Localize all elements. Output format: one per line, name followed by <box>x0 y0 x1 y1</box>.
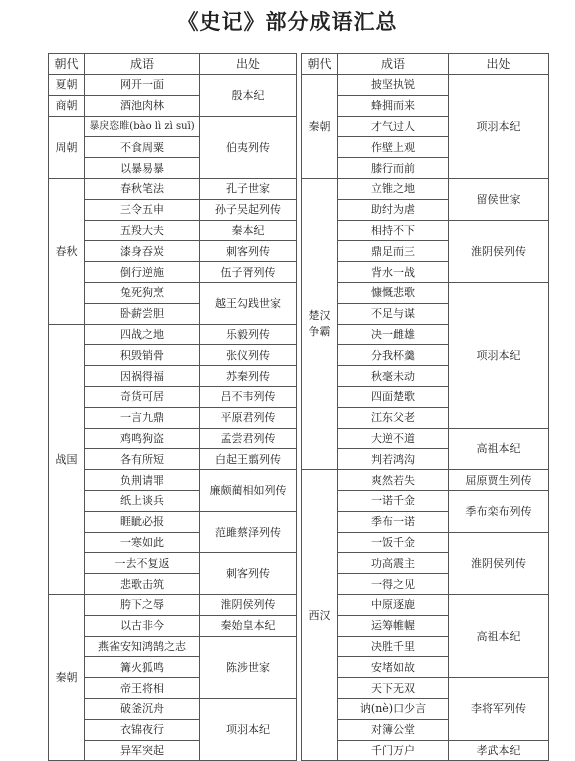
idiom-cell: 江东父老 <box>338 407 449 428</box>
idiom-cell: 网开一面 <box>85 75 200 96</box>
source-cell: 陈涉世家 <box>200 636 297 698</box>
idiom-cell: 衣锦夜行 <box>85 719 200 740</box>
source-cell: 伍子胥列传 <box>200 262 297 283</box>
idiom-cell: 纸上谈兵 <box>85 490 200 511</box>
idiom-cell: 助纣为虐 <box>338 199 449 220</box>
source-cell: 孙子吴起列传 <box>200 199 297 220</box>
idiom-cell: 一去不复返 <box>85 553 200 574</box>
idiom-cell: 大逆不道 <box>338 428 449 449</box>
table-row <box>49 553 297 574</box>
idiom-cell: 天下无双 <box>338 678 449 699</box>
table-row <box>302 594 549 615</box>
table-row <box>302 678 549 699</box>
dynasty-cell: 秦朝 <box>49 594 85 760</box>
source-cell: 淮阴侯列传 <box>449 220 549 282</box>
table-row <box>49 698 297 719</box>
idiom-cell: 运筹帷幄 <box>338 615 449 636</box>
dynasty-cell: 周朝 <box>49 116 85 178</box>
table-row <box>49 220 297 241</box>
idiom-cell: 帝王将相 <box>85 678 200 699</box>
table-row <box>302 490 549 511</box>
idiom-cell: 三令五申 <box>85 199 200 220</box>
table-row <box>49 449 297 470</box>
idiom-cell: 睚眦必报 <box>85 511 200 532</box>
table-row <box>49 345 297 366</box>
table-row <box>49 282 297 303</box>
idiom-cell: 以古非今 <box>85 615 200 636</box>
idiom-cell: 背水一战 <box>338 262 449 283</box>
dynasty-cell: 西汉 <box>302 470 338 761</box>
table-row <box>49 594 297 615</box>
page-title: 《史记》部分成语汇总 <box>177 10 398 34</box>
idiom-cell: 一诺千金 <box>338 490 449 511</box>
idiom-cell: 奇货可居 <box>85 386 200 407</box>
idiom-cell: 相持不下 <box>338 220 449 241</box>
idiom-table-right <box>301 53 549 761</box>
dynasty-cell: 楚汉争霸 <box>302 178 338 469</box>
source-cell: 屈原贾生列传 <box>449 470 549 491</box>
table-row <box>302 178 549 199</box>
source-cell: 季布栾布列传 <box>449 490 549 532</box>
source-cell: 平原君列传 <box>200 407 297 428</box>
header-idiom: 成语 <box>338 54 449 75</box>
table-row <box>49 366 297 387</box>
idiom-cell: 中原逐鹿 <box>338 594 449 615</box>
idiom-cell: 膝行而前 <box>338 158 449 179</box>
source-cell: 孟尝君列传 <box>200 428 297 449</box>
idiom-cell: 破釜沉舟 <box>85 698 200 719</box>
dynasty-cell: 夏朝 <box>49 75 85 96</box>
dynasty-cell: 秦朝 <box>302 75 338 179</box>
source-cell: 伯夷列传 <box>200 116 297 178</box>
idiom-cell: 爽然若失 <box>338 470 449 491</box>
source-cell: 高祖本纪 <box>449 594 549 677</box>
idiom-cell: 燕雀安知鸿鹄之志 <box>85 636 200 657</box>
table-row <box>49 241 297 262</box>
table-row <box>49 262 297 283</box>
header-row <box>302 54 549 75</box>
idiom-cell: 安堵如故 <box>338 657 449 678</box>
source-cell: 孝武本纪 <box>449 740 549 761</box>
header-dynasty: 朝代 <box>49 54 85 75</box>
idiom-cell: 不足与谋 <box>338 303 449 324</box>
table-row <box>302 740 549 761</box>
table-row <box>49 615 297 636</box>
source-cell: 项羽本纪 <box>449 282 549 428</box>
source-cell: 淮阴侯列传 <box>449 532 549 594</box>
header-source: 出处 <box>449 54 549 75</box>
idiom-cell: 一言九鼎 <box>85 407 200 428</box>
idiom-cell: 一寒如此 <box>85 532 200 553</box>
idiom-cell: 四面楚歌 <box>338 386 449 407</box>
source-cell: 秦始皇本纪 <box>200 615 297 636</box>
table-row <box>49 116 297 137</box>
table-row <box>302 282 549 303</box>
idiom-cell: 因祸得福 <box>85 366 200 387</box>
dynasty-cell: 春秋 <box>49 178 85 324</box>
idiom-cell: 鸡鸣狗盗 <box>85 428 200 449</box>
idiom-cell: 鼎足而三 <box>338 241 449 262</box>
idiom-cell: 异军突起 <box>85 740 200 761</box>
dynasty-cell: 战国 <box>49 324 85 594</box>
idiom-cell: 篝火狐鸣 <box>85 657 200 678</box>
idiom-cell: 才气过人 <box>338 116 449 137</box>
table-row <box>49 407 297 428</box>
source-cell: 越王勾践世家 <box>200 282 297 324</box>
header-row <box>49 54 297 75</box>
source-cell: 殷本纪 <box>200 75 297 117</box>
source-cell: 乐毅列传 <box>200 324 297 345</box>
table-row <box>302 470 549 491</box>
idiom-cell: 判若鸿沟 <box>338 449 449 470</box>
idiom-cell: 慷慨悲歌 <box>338 282 449 303</box>
table-row <box>302 428 549 449</box>
table-row <box>49 428 297 449</box>
source-cell: 孔子世家 <box>200 178 297 199</box>
idiom-cell: 卧薪尝胆 <box>85 303 200 324</box>
source-cell: 项羽本纪 <box>200 698 297 760</box>
source-cell: 高祖本纪 <box>449 428 549 470</box>
source-cell: 刺客列传 <box>200 553 297 595</box>
source-cell: 李将军列传 <box>449 678 549 740</box>
idiom-table-left <box>48 53 297 761</box>
idiom-cell: 决胜千里 <box>338 636 449 657</box>
header-dynasty: 朝代 <box>302 54 338 75</box>
idiom-cell: 暴戾恣睢(bào lì zì suī) <box>85 116 200 137</box>
idiom-cell: 作壁上观 <box>338 137 449 158</box>
source-cell: 范雎蔡泽列传 <box>200 511 297 553</box>
table-row <box>49 511 297 532</box>
idiom-cell: 分我杯羹 <box>338 345 449 366</box>
table-row <box>302 75 549 96</box>
source-cell: 项羽本纪 <box>449 75 549 179</box>
table-row <box>49 75 297 96</box>
source-cell: 淮阴侯列传 <box>200 594 297 615</box>
source-cell: 刺客列传 <box>200 241 297 262</box>
source-cell: 秦本纪 <box>200 220 297 241</box>
table-row <box>49 324 297 345</box>
idiom-cell: 春秋笔法 <box>85 178 200 199</box>
idiom-cell: 负荆请罪 <box>85 470 200 491</box>
table-row <box>49 199 297 220</box>
dynasty-cell: 商朝 <box>49 95 85 116</box>
idiom-cell: 倒行逆施 <box>85 262 200 283</box>
idiom-cell: 不食周粟 <box>85 137 200 158</box>
table-row <box>302 220 549 241</box>
header-idiom: 成语 <box>85 54 200 75</box>
table-row <box>302 532 549 553</box>
idiom-cell: 酒池肉林 <box>85 95 200 116</box>
source-cell: 张仪列传 <box>200 345 297 366</box>
idiom-cell: 立锥之地 <box>338 178 449 199</box>
idiom-cell: 季布一诺 <box>338 511 449 532</box>
idiom-cell: 披坚执锐 <box>338 75 449 96</box>
idiom-cell: 决一雌雄 <box>338 324 449 345</box>
source-cell: 白起王翦列传 <box>200 449 297 470</box>
idiom-cell: 悲歌击筑 <box>85 574 200 595</box>
idiom-cell: 漆身吞炭 <box>85 241 200 262</box>
header-source: 出处 <box>200 54 297 75</box>
idiom-cell: 功高震主 <box>338 553 449 574</box>
idiom-cell: 四战之地 <box>85 324 200 345</box>
idiom-cell: 兔死狗烹 <box>85 282 200 303</box>
idiom-cell: 讷(nè)口少言 <box>338 698 449 719</box>
idiom-cell: 以暴易暴 <box>85 158 200 179</box>
source-cell: 苏秦列传 <box>200 366 297 387</box>
idiom-cell: 秋毫未动 <box>338 366 449 387</box>
idiom-cell: 胯下之辱 <box>85 594 200 615</box>
idiom-cell: 一饭千金 <box>338 532 449 553</box>
idiom-cell: 千门万户 <box>338 740 449 761</box>
idiom-cell: 各有所短 <box>85 449 200 470</box>
idiom-cell: 对簿公堂 <box>338 719 449 740</box>
idiom-cell: 蜂拥而来 <box>338 95 449 116</box>
source-cell: 吕不韦列传 <box>200 386 297 407</box>
source-cell: 廉颇蔺相如列传 <box>200 470 297 512</box>
idiom-cell: 五羖大夫 <box>85 220 200 241</box>
source-cell: 留侯世家 <box>449 178 549 220</box>
table-row <box>49 636 297 657</box>
table-row <box>49 470 297 491</box>
idiom-cell: 一得之见 <box>338 574 449 595</box>
idiom-cell: 积毁销骨 <box>85 345 200 366</box>
table-row <box>49 178 297 199</box>
table-row <box>49 386 297 407</box>
